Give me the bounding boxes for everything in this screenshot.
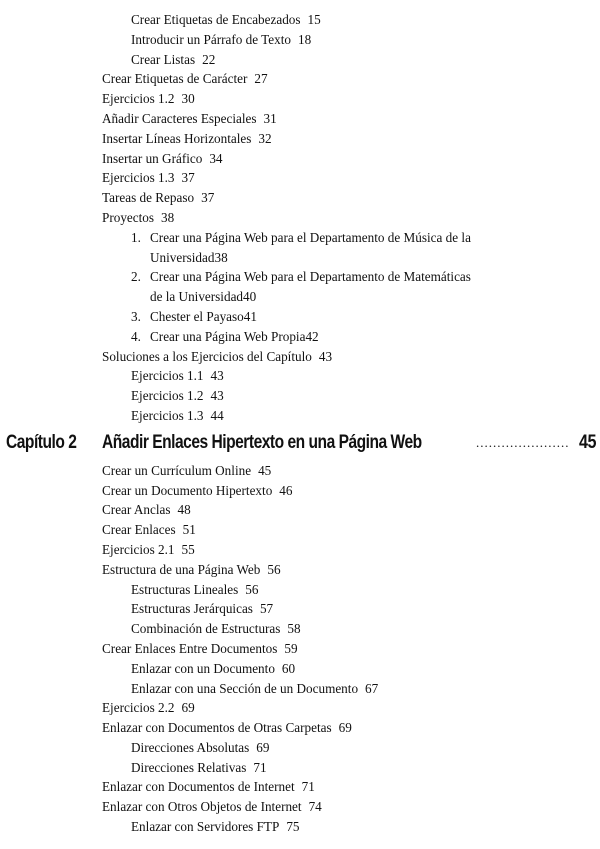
chapter-page-number: 45	[579, 431, 596, 453]
toc-entry-page: 69	[181, 700, 195, 716]
toc-entry[interactable]	[0, 461, 600, 481]
toc-entry-page: 71	[301, 779, 315, 795]
toc-entry-title: Tareas de Repaso	[102, 190, 195, 206]
toc-entry-page: 37	[201, 190, 215, 206]
toc-entry-title: Crear Enlaces	[102, 522, 176, 538]
toc-entry[interactable]	[0, 698, 600, 718]
toc-entry[interactable]	[0, 738, 600, 758]
toc-entry[interactable]	[0, 599, 600, 619]
chapter-dot-leader: ......................	[476, 434, 570, 450]
toc-entry-page: 18	[297, 31, 312, 47]
toc-entry-page: 31	[263, 110, 277, 126]
toc-entry-page: 57	[259, 601, 274, 617]
toc-entry-title: Enlazar con una Sección de un Documento	[131, 680, 359, 696]
toc-entry[interactable]	[0, 679, 600, 699]
toc-entry-page: 67	[365, 680, 379, 696]
toc-entry-page: 38	[161, 209, 175, 225]
toc-entry-page: 58	[287, 621, 301, 637]
toc-entry-page: 75	[286, 819, 300, 835]
toc-entry-title: Enlazar con Documentos de Otras Carpetas	[102, 720, 332, 736]
toc-entry[interactable]	[0, 619, 600, 639]
toc-entry-title: Añadir Caracteres Especiales	[102, 110, 257, 126]
toc-entry-title: Crear Enlaces Entre Documentos	[102, 640, 278, 656]
toc-entry[interactable]	[0, 149, 600, 169]
toc-entry[interactable]	[0, 406, 600, 426]
toc-entry[interactable]	[0, 481, 600, 501]
toc-entry-title: Ejercicios 1.2	[102, 91, 175, 107]
toc-entry-page: 43	[210, 368, 224, 384]
toc-entry-page: 46	[279, 482, 293, 498]
toc-project-title: Chester el Payaso	[150, 308, 244, 324]
toc-entry[interactable]	[0, 560, 600, 580]
toc-entry[interactable]	[0, 758, 600, 778]
toc-entry-page: 41	[243, 308, 257, 324]
toc-entry[interactable]	[0, 366, 600, 386]
toc-entry-page: 69	[338, 720, 352, 736]
toc-entry-title: Enlazar con un Documento	[131, 660, 275, 676]
toc-entry-title: Ejercicios 1.3	[102, 170, 175, 186]
toc-entry-title: Estructura de una Página Web	[102, 561, 261, 577]
toc-entry[interactable]	[0, 580, 600, 600]
toc-project-title: Crear una Página Web para el Departamento de Matemáticas	[150, 269, 471, 285]
toc-entry-title: Soluciones a los Ejercicios del Capítulo	[102, 348, 312, 364]
toc-entry-title: Enlazar con Otros Objetos de Internet	[102, 799, 302, 815]
toc-entry-title: Direcciones Relativas	[131, 759, 247, 775]
toc-entry[interactable]	[0, 777, 600, 797]
toc-entry-title: Ejercicios 1.2	[131, 388, 204, 404]
toc-entry-title: Crear un Currículum Online	[102, 462, 252, 478]
toc-entry-title: Crear Etiquetas de Carácter	[102, 71, 248, 87]
toc-project-entry[interactable]	[0, 267, 600, 307]
toc-entry-title: Ejercicios 2.2	[102, 700, 175, 716]
toc-entry-page: 59	[284, 640, 298, 656]
toc-entry[interactable]	[0, 639, 600, 659]
toc-entry-title: Ejercicios 1.1	[131, 368, 204, 384]
toc-section-solutions	[0, 347, 600, 426]
toc-entry-title: Direcciones Absolutas	[131, 739, 250, 755]
toc-entry-page: 60	[281, 660, 296, 676]
toc-project-line	[150, 228, 600, 248]
toc-entry[interactable]	[0, 168, 600, 188]
toc-project-entry[interactable]	[0, 228, 600, 268]
toc-project-entry[interactable]	[0, 307, 600, 327]
toc-entry-title: Proyectos	[102, 209, 155, 225]
toc-entry-title: Crear Anclas	[102, 502, 171, 518]
toc-entry-title: Estructuras Jerárquicas	[131, 601, 253, 617]
toc-entry-page: 55	[181, 541, 195, 557]
toc-entry-page: 38	[214, 249, 228, 265]
toc-entry-title: Enlazar con Servidores FTP	[131, 819, 280, 835]
toc-section-chapter1-tail	[0, 10, 600, 228]
toc-entry[interactable]	[0, 89, 600, 109]
chapter-heading	[0, 428, 600, 458]
toc-entry-page: 56	[245, 581, 259, 597]
toc-entry[interactable]	[0, 50, 600, 70]
toc-entry[interactable]	[0, 10, 600, 30]
toc-entry-page: 74	[308, 799, 322, 815]
toc-entry[interactable]	[0, 386, 600, 406]
toc-project-line	[150, 287, 600, 307]
toc-entry-page: 15	[307, 12, 321, 27]
toc-entry-page: 71	[253, 759, 267, 775]
toc-project-line	[150, 327, 600, 347]
toc-project-title: Crear una Página Web para el Departamento de Música de la	[150, 229, 471, 245]
toc-entry[interactable]	[0, 817, 600, 837]
toc-entry-title: Enlazar con Documentos de Internet	[102, 779, 295, 795]
toc-entry-page: 43	[318, 348, 333, 364]
toc-entry[interactable]	[0, 208, 600, 228]
toc-entry-page: 51	[182, 522, 196, 538]
toc-entry-page: 69	[256, 739, 270, 755]
toc-entry[interactable]	[0, 540, 600, 560]
toc-entry[interactable]	[0, 188, 600, 208]
toc-project-list	[0, 228, 600, 347]
toc-entry[interactable]	[0, 69, 600, 89]
toc-project-line	[150, 248, 600, 268]
toc-entry[interactable]	[0, 659, 600, 679]
chapter-label: Capítulo 2	[6, 431, 77, 453]
toc-entry-page: 22	[202, 51, 216, 67]
toc-project-line	[150, 307, 600, 327]
toc-project-line	[150, 267, 600, 287]
toc-project-number: 2.	[131, 269, 141, 285]
toc-entry-page: 56	[267, 561, 281, 577]
toc-entry[interactable]	[0, 718, 600, 738]
toc-entry-title: Crear Etiquetas de Encabezados	[131, 12, 301, 27]
toc-entry-title: Estructuras Lineales	[131, 581, 239, 597]
toc-entry-title: Insertar Líneas Horizontales	[102, 130, 252, 146]
toc-entry-title: Ejercicios 2.1	[102, 541, 175, 557]
toc-entry-page: 37	[181, 170, 195, 186]
toc-entry-page: 40	[243, 289, 257, 305]
toc-project-title-cont: de la Universidad	[150, 289, 244, 305]
toc-project-number: 3.	[131, 308, 141, 324]
toc-entry-page: 27	[254, 71, 268, 87]
toc-entry[interactable]	[0, 500, 600, 520]
toc-project-number: 4.	[131, 328, 141, 344]
toc-entry-page: 30	[181, 91, 195, 107]
toc-entry-title: Crear un Documento Hipertexto	[102, 482, 273, 498]
toc-project-title-cont: Universidad	[150, 249, 215, 265]
toc-section-chapter2	[0, 461, 600, 837]
toc-entry-page: 43	[210, 388, 224, 404]
toc-entry[interactable]	[0, 347, 600, 367]
toc-entry[interactable]	[0, 520, 600, 540]
toc-entry-page: 44	[210, 407, 224, 423]
toc-entry-title: Insertar un Gráfico	[102, 150, 203, 166]
toc-entry-title: Crear Listas	[131, 51, 196, 67]
toc-entry[interactable]	[0, 109, 600, 129]
toc-entry-page: 42	[305, 328, 319, 344]
toc-entry-title: Introducir un Párrafo de Texto	[131, 31, 291, 47]
toc-entry-page: 45	[258, 462, 272, 478]
toc-project-number: 1.	[131, 229, 141, 245]
toc-entry-title: Ejercicios 1.3	[131, 407, 204, 423]
toc-entry-title: Combinación de Estructuras	[131, 621, 281, 637]
toc-project-entry[interactable]	[0, 327, 600, 347]
table-of-contents	[0, 10, 600, 837]
toc-entry[interactable]	[0, 30, 600, 50]
toc-entry-page: 34	[209, 150, 223, 166]
toc-entry-page: 48	[177, 502, 191, 518]
chapter-title: Añadir Enlaces Hipertexto en una Página Web	[102, 431, 422, 453]
toc-project-title: Crear una Página Web Propia	[150, 328, 306, 344]
toc-entry-page: 32	[258, 130, 272, 146]
toc-entry[interactable]	[0, 129, 600, 149]
toc-entry[interactable]	[0, 797, 600, 817]
